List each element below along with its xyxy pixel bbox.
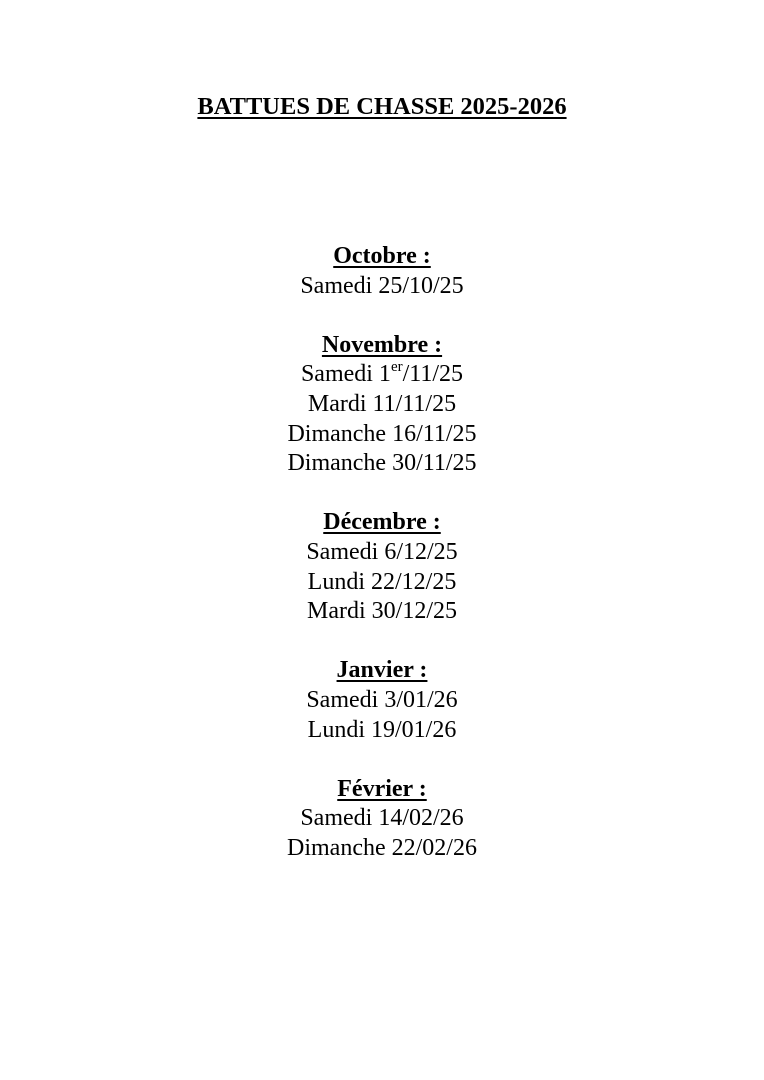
- hunt-date-text: Samedi 25/10/25: [300, 272, 464, 299]
- month-section: [0, 331, 764, 479]
- hunt-date: [0, 597, 764, 627]
- month-heading: Octobre :: [333, 243, 431, 269]
- date-list: [0, 538, 764, 627]
- hunt-date: [0, 420, 764, 450]
- hunt-date: [0, 272, 764, 302]
- hunt-date: [0, 804, 764, 834]
- hunt-date-text: Lundi 19/01/26: [307, 716, 457, 743]
- date-list: [0, 272, 764, 302]
- hunt-date-text: Dimanche 16/11/25: [287, 420, 477, 447]
- hunt-date: [0, 538, 764, 568]
- hunt-date-text: Samedi 14/02/26: [300, 805, 464, 832]
- hunt-date-text: Dimanche 30/11/25: [287, 450, 477, 477]
- date-list: [0, 360, 764, 478]
- hunt-date-text: Mardi 30/12/25: [307, 598, 457, 625]
- hunt-date-text: Samedi 3/01/26: [306, 686, 458, 713]
- month-section: [0, 775, 764, 864]
- hunt-date-text: Mardi 11/11/25: [307, 390, 457, 417]
- month-heading: Février :: [337, 775, 427, 802]
- hunt-date-text: Lundi 22/12/25: [307, 568, 457, 595]
- hunt-date-text: Dimanche 22/02/26: [287, 834, 477, 861]
- hunt-date: [0, 568, 764, 598]
- hunt-date: [0, 686, 764, 716]
- date-list: [0, 804, 764, 863]
- month-sections: [0, 242, 764, 893]
- hunt-date: [0, 449, 764, 479]
- date-list: [0, 686, 764, 745]
- month-section: [0, 242, 764, 301]
- month-section: [0, 508, 764, 626]
- hunt-date-text: Samedi 1: [300, 361, 391, 388]
- hunt-date: [0, 834, 764, 864]
- month-heading: Janvier :: [336, 657, 428, 684]
- hunt-date-text: Samedi 6/12/25: [306, 538, 458, 565]
- hunt-date-rest: /11/25: [402, 361, 464, 388]
- month-section: [0, 656, 764, 745]
- hunt-date: [0, 716, 764, 746]
- month-heading: Décembre :: [323, 509, 441, 536]
- ordinal-suffix: er: [390, 359, 403, 376]
- hunt-date: [0, 360, 764, 390]
- page-title: BATTUES DE CHASSE 2025-2026: [197, 93, 567, 120]
- month-heading: Novembre :: [321, 331, 443, 358]
- hunt-date: [0, 390, 764, 420]
